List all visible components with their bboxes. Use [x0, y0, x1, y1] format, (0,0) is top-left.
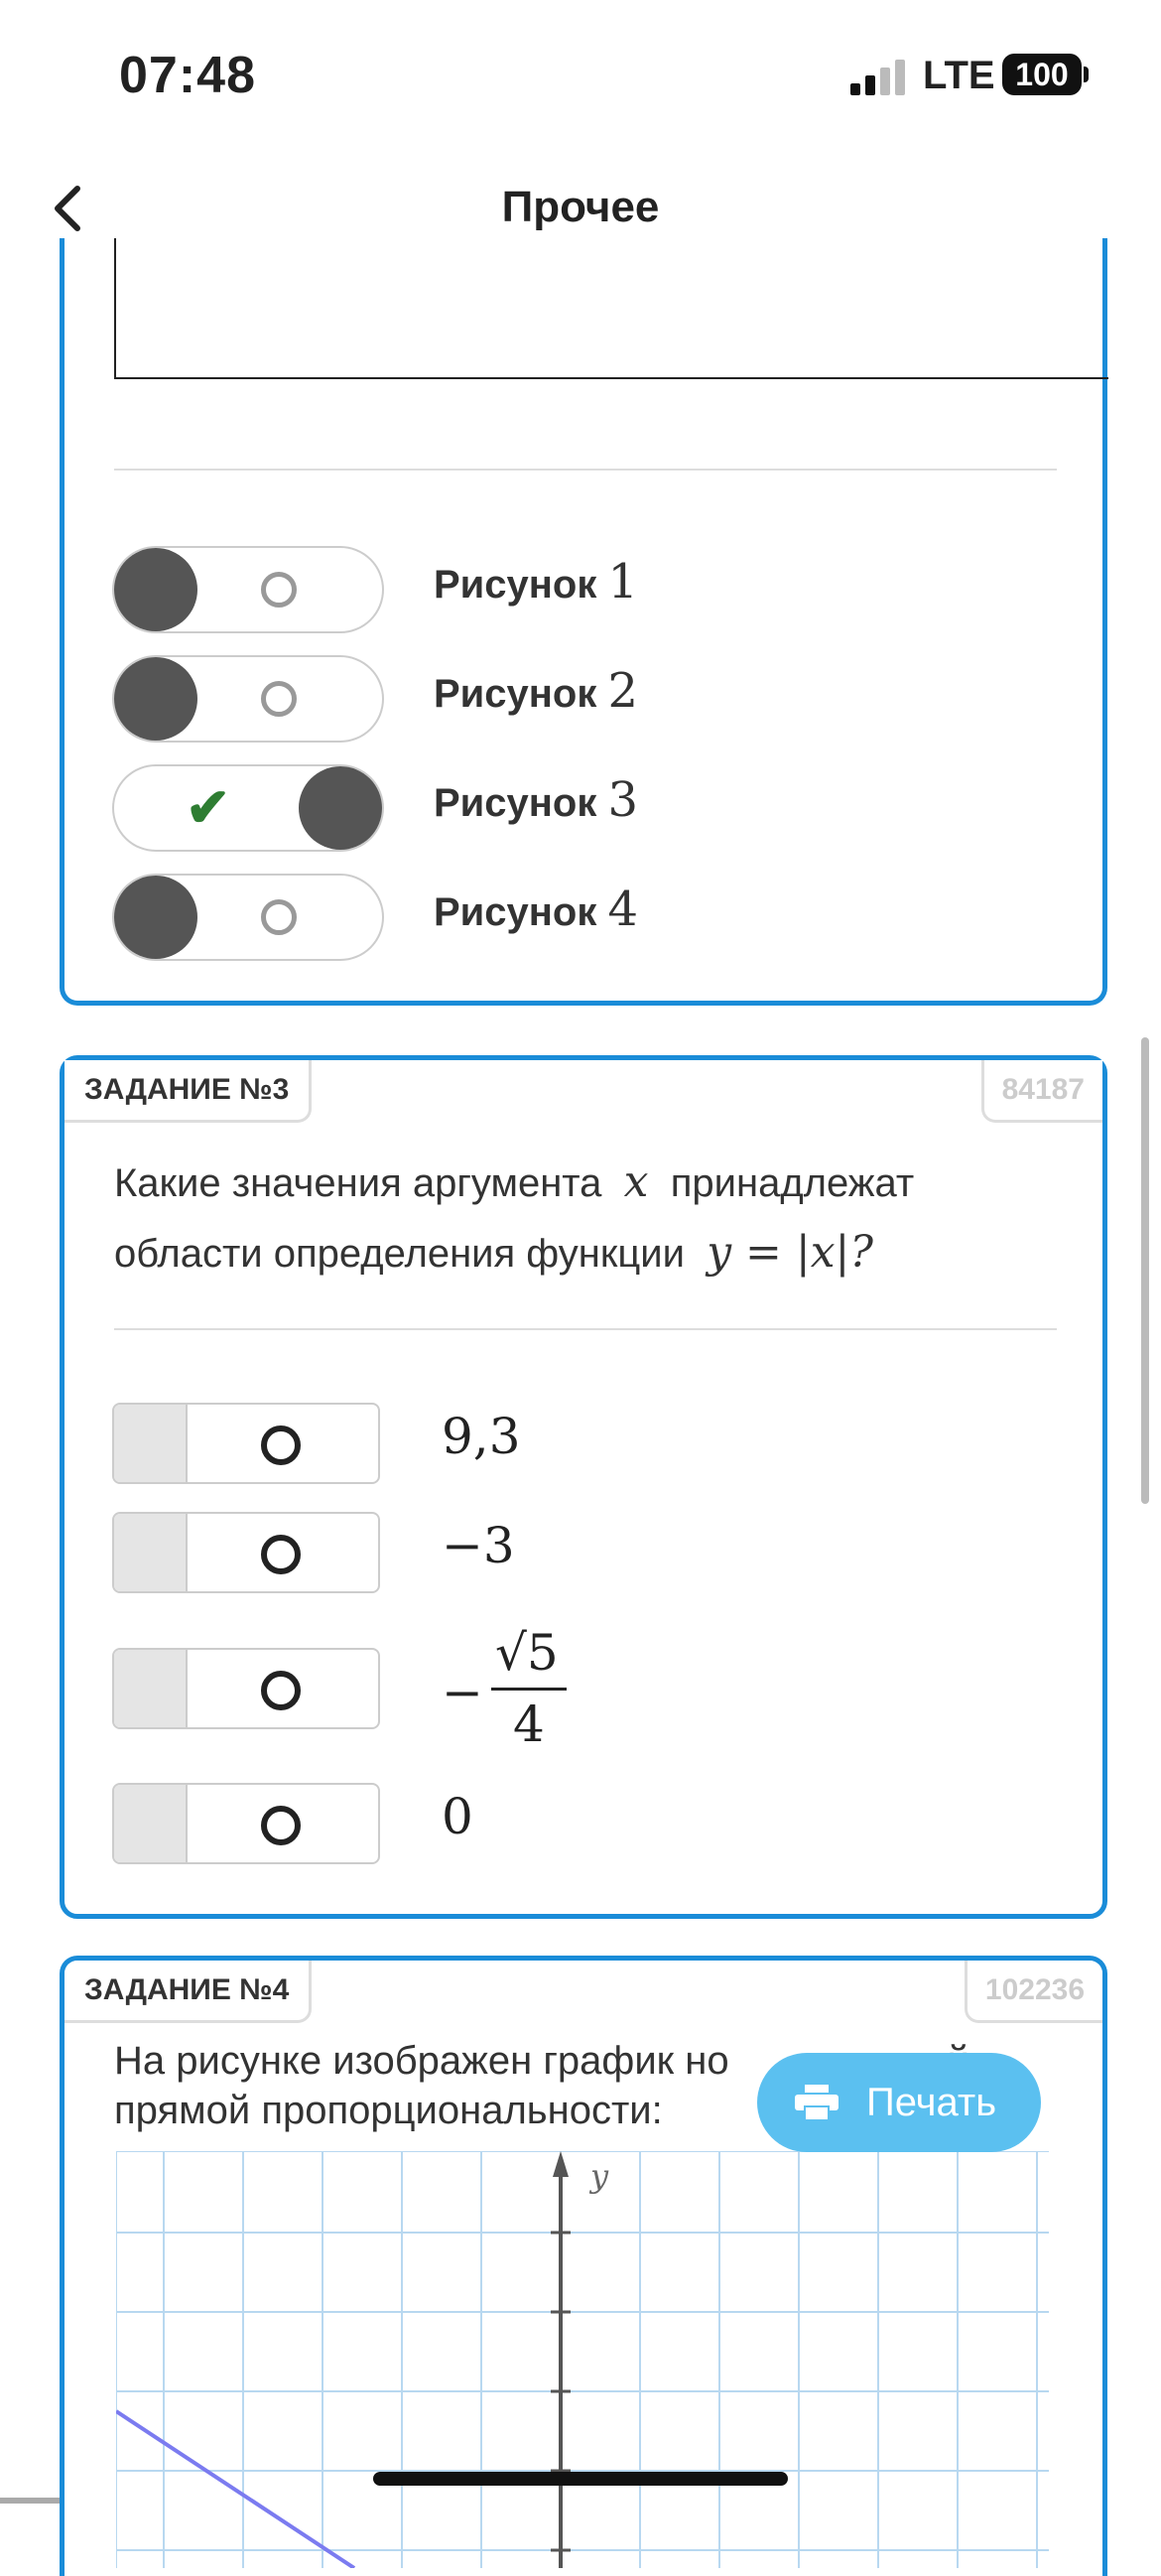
toggle-knob — [114, 876, 197, 959]
divider — [114, 469, 1057, 471]
task-id: 84187 — [981, 1060, 1102, 1123]
function-graph — [116, 2151, 1049, 2568]
axis-y-label: y — [590, 2157, 609, 2195]
graph-line — [116, 2411, 354, 2568]
fraction-numerator: √5 — [495, 1624, 559, 1682]
page-title: Прочее — [501, 183, 660, 231]
status-time: 07:48 — [119, 47, 256, 104]
task-id: 102236 — [965, 1961, 1102, 2023]
fraction-denominator: 4 — [513, 1695, 545, 1753]
answer-value-2: −3 — [442, 1517, 515, 1574]
question-text: Какие значения аргумента x принадлежат области определения функции y = |x|? — [114, 1156, 915, 1278]
task-header: ЗАДАНИЕ №4 — [64, 1961, 312, 2023]
status-bar — [0, 0, 1161, 149]
checkbox-handle — [114, 1650, 188, 1727]
edge-tab — [0, 2498, 60, 2504]
option-label-4: Рисунок 4 — [434, 881, 639, 937]
answer-value-1: 9,3 — [442, 1408, 521, 1465]
circle-icon — [261, 1425, 301, 1465]
answer-checkbox-1[interactable] — [112, 1403, 380, 1484]
option-toggle-4[interactable] — [112, 874, 384, 961]
figure-frame — [114, 238, 1108, 379]
checkbox-handle — [114, 1785, 188, 1862]
battery-icon: 100 — [1002, 54, 1082, 95]
task-card-2 — [60, 238, 1107, 1006]
answer-value-4: 0 — [442, 1788, 473, 1845]
task-header: ЗАДАНИЕ №3 — [64, 1060, 312, 1123]
print-label: Печать — [866, 2081, 997, 2124]
option-toggle-1[interactable] — [112, 546, 384, 633]
option-toggle-3[interactable] — [112, 764, 384, 852]
circle-icon — [261, 572, 297, 608]
checkmark-icon: ✔ — [186, 778, 231, 838]
fraction-bar — [491, 1688, 567, 1691]
option-label-1: Рисунок 1 — [434, 554, 639, 610]
battery-nub — [1084, 67, 1089, 82]
circle-icon — [261, 1806, 301, 1845]
circle-icon — [261, 1671, 301, 1710]
scrollbar[interactable] — [1141, 1037, 1149, 1504]
answer-checkbox-2[interactable] — [112, 1512, 380, 1593]
option-label-2: Рисунок 2 — [434, 663, 639, 719]
option-toggle-2[interactable] — [112, 655, 384, 743]
answer-checkbox-3[interactable] — [112, 1648, 380, 1729]
option-label-3: Рисунок 3 — [434, 772, 639, 828]
toggle-knob — [114, 548, 197, 631]
task-card-3 — [60, 1055, 1107, 1919]
circle-icon — [261, 681, 297, 717]
answer-checkbox-4[interactable] — [112, 1783, 380, 1864]
question-text: На рисунке изображен график но прямой пропорциональности: — [114, 2039, 729, 2132]
signal-icon — [850, 60, 910, 95]
circle-icon — [261, 1535, 301, 1574]
network-type: LTE — [923, 54, 995, 97]
checkbox-handle — [114, 1405, 188, 1482]
home-indicator[interactable] — [373, 2472, 788, 2486]
printer-icon — [795, 2085, 838, 2120]
toggle-knob — [114, 657, 197, 741]
toggle-knob — [299, 766, 382, 850]
print-button[interactable] — [757, 2053, 1041, 2152]
circle-icon — [261, 899, 297, 935]
checkbox-handle — [114, 1514, 188, 1591]
fraction-sign: − — [442, 1664, 483, 1721]
divider — [114, 1328, 1057, 1330]
